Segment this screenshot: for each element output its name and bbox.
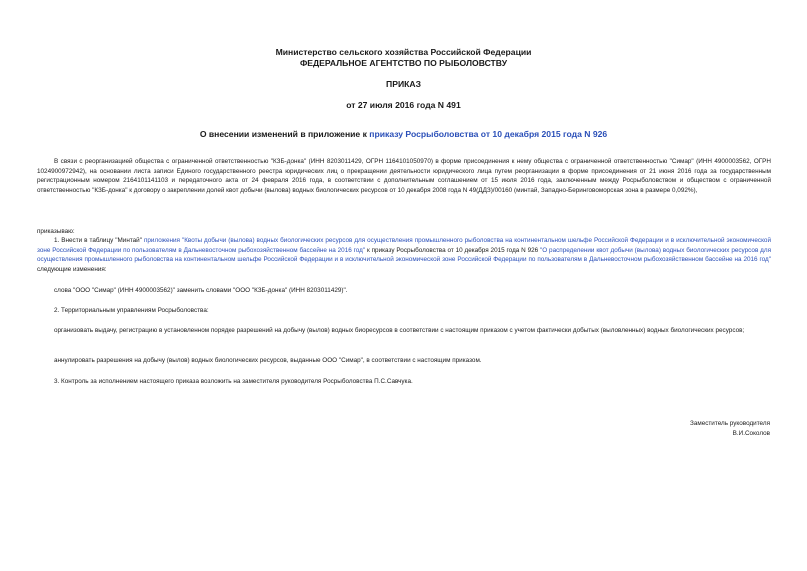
item-1-text-b: к приказу Росрыболовства от 10 декабря 2015 года N 926 [365,246,541,254]
paragraph-preamble: В связи с реорганизацией общества с ограниченной ответственностью "КЗБ-донка" (ИНН 8203011429, ОГРН 1164101050970) в форме присоединения к нему общества с ограниченной ответственностью "Симар" (ИНН 4900003562, ОГРН 1024900972942), на основании листа записи Единого государственного реестра юридических лиц о прекращении деятельности юридического лица путем реорганизации в форме присоединения от 21 июня 2016 года за государственным регистрационным номером 2164101141103 и передаточного акта от 24 февраля 2016 года, в соответствии с дополнительным соглашением от 15 июля 2016 года, заключенным между Росрыболовством и обществом с ограниченной ответственностью "КЗБ-донка" к договору о закреплении долей квот добычи (вылова) водных биологических ресурсов от 10 декабря 2008 года N 49(ДДЗ)/00160 (минтай, Западно-Беринговоморская зона в размере 0,092%), [37,158,771,194]
distribution-order-link[interactable]: "О распределении квот добычи (вылова) водных биологических ресурсов для осуществления промышленного рыболовства на континентальном шельфе Российской Федерации и в исключительной экономической зоне Российской Федерации по пользователям в Дальневосточном рыбохозяйственном бассейне на 2016 год" [37,246,772,264]
item-1-text-a: 1. Внести в таблицу "Минтай" [54,237,144,244]
paragraph-item-3: 3. Контроль за исполнением настоящего приказа возложить на заместителя руководителя Росрыболовства П.С.Савчука. [54,378,413,385]
appendix-link[interactable]: приложения "Квоты добычи (вылова) водных биологических ресурсов для осуществления промышленного рыболовства на континентальном шельфе Российской Федерации и в исключительной экономической зоне Российской Федерации по пользователям в Дальневосточном рыбохозяйственном бассейне на 2016 год" [37,237,772,254]
doc-type-heading: ПРИКАЗ [386,79,421,89]
signature-name: В.И.Соколов [732,430,770,437]
paragraph-order-word: приказываю: [37,228,75,235]
paragraph-item-1 [37,236,771,274]
date-number-heading: от 27 июля 2016 года N 491 [346,100,461,110]
agency-heading: ФЕДЕРАЛЬНОЕ АГЕНТСТВО ПО РЫБОЛОВСТВУ [299,58,508,68]
paragraph-item-2: 2. Территориальным управлениям Росрыболовства: [54,307,209,314]
paragraph-organize: организовать выдачу, регистрацию в установленном порядке разрешений на добычу (вылов) водных биоресурсов в соответствии с настоящим приказом с учетом фактически добытых (выловленных) водных биологических ресурсов; [54,327,745,334]
title-prefix: О внесении изменений в приложение к [199,129,370,139]
ministry-heading: Министерство сельского хозяйства Российской Федерации [275,47,532,57]
paragraph-annul: аннулировать разрешения на добычу (вылов) водных биологических ресурсов, выданные ООО "Симар", в соответствии с настоящим приказом. [54,357,482,364]
paragraph-replace-words: слова "ООО "Симар" (ИНН 4900003562)" заменить словами "ООО "КЗБ-донка" (ИНН 8203011429)". [54,287,348,294]
signature-position: Заместитель руководителя [689,420,770,427]
item-1-text-c: следующие изменения: [37,265,107,273]
document-title [0,129,807,140]
title-order-link[interactable]: приказу Росрыболовства от 10 декабря 2015 года N 926 [369,129,608,139]
